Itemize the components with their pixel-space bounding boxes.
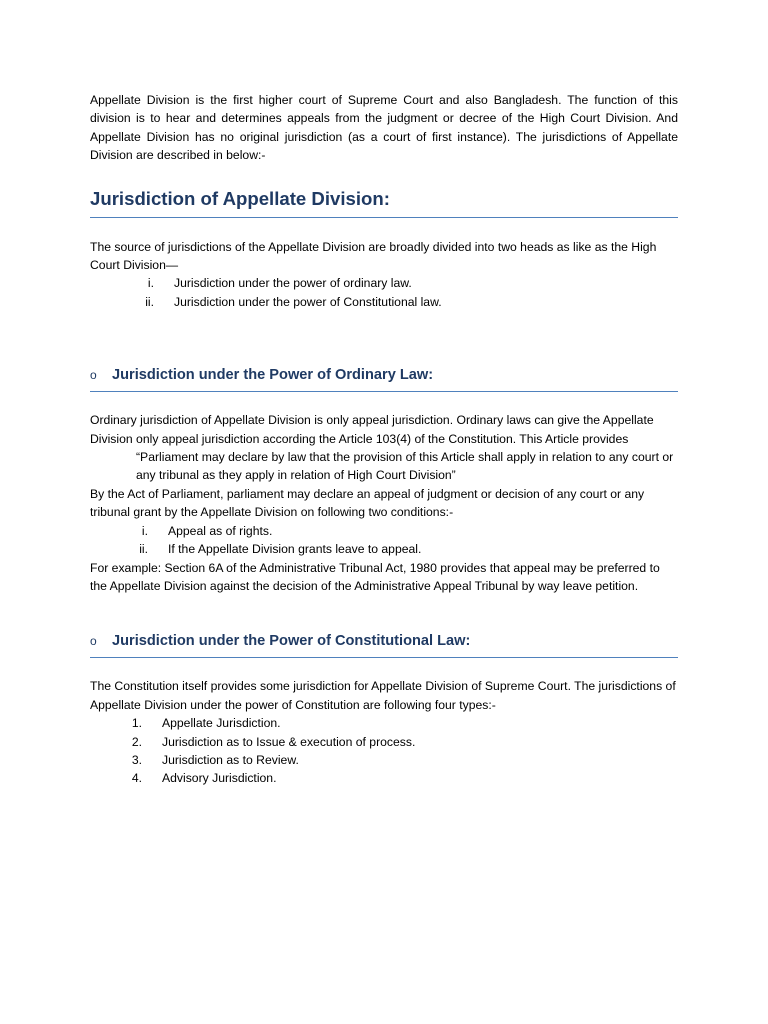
- example-paragraph: For example: Section 6A of the Administrative Tribunal Act, 1980 provides that appeal may be preferred to the Appellate Division against the decision of the Administrative Appeal Tribunal by way leave petition.: [90, 560, 660, 593]
- list-item: ii. If the Appellate Division grants leave to appeal.: [139, 542, 422, 557]
- section-heading-appellate: [90, 187, 678, 218]
- circle-bullet-icon: o: [90, 634, 97, 649]
- jurisdiction-heads-list: [90, 274, 678, 311]
- page-title: Jurisdiction of Appellate Division:: [90, 187, 390, 209]
- intro-paragraph: Appellate Division is the first higher court of Supreme Court and also Bangladesh. The function of this division is to hear and determines appeals from the judgment or decree of the High Court Division. And Appellate Division has no original jurisdiction (as a court of first instance). The jurisdictions of Appellate Division are described in below:-: [90, 93, 678, 163]
- list-item: 4. Advisory Jurisdiction.: [131, 771, 277, 786]
- jurisdiction-source-paragraph: The source of jurisdictions of the Appellate Division are broadly divided into two heads as like as the High Court Division—: [90, 239, 657, 273]
- circle-bullet-icon: o: [90, 368, 97, 383]
- subheading-constitutional-law-title: Jurisdiction under the Power of Constitutional Law:: [112, 633, 471, 650]
- list-item: i. Jurisdiction under the power of ordinary law.: [147, 276, 412, 291]
- ordinary-jurisdiction-paragraph: Ordinary jurisdiction of Appellate Division is only appeal jurisdiction. Ordinary laws can give the Appellate Division only appeal jurisdiction according the Article 103(4) of the Constitution. This Article provides: [90, 413, 654, 446]
- constitutional-jurisdiction-list: [90, 714, 678, 788]
- list-item: i. Appeal as of rights.: [141, 523, 273, 538]
- document-page: [90, 91, 678, 788]
- list-item: 1. Appellate Jurisdiction.: [131, 716, 281, 731]
- appeal-conditions-list: [90, 522, 678, 559]
- constitution-paragraph: The Constitution itself provides some jurisdiction for Appellate Division of Supreme Court. The jurisdictions of Appellate Division under the power of Constitution are following four types:-: [90, 679, 676, 712]
- subheading-ordinary-law-title: Jurisdiction under the Power of Ordinary Law:: [112, 367, 434, 384]
- list-item: 3. Jurisdiction as to Review.: [131, 752, 299, 767]
- subheading-constitutional-law: [90, 631, 678, 658]
- list-item: 2. Jurisdiction as to Issue & execution of process.: [131, 734, 416, 749]
- list-item: ii. Jurisdiction under the power of Constitutional law.: [145, 294, 442, 309]
- article-quote: “Parliament may declare by law that the provision of this Article shall apply in relation to any court or any tribunal as they apply in relation of High Court Division”: [136, 450, 674, 483]
- subheading-ordinary-law: [90, 365, 678, 392]
- act-of-parliament-paragraph: By the Act of Parliament, parliament may declare an appeal of judgment or decision of any court or any tribunal grant by the Appellate Division on following two conditions:-: [90, 486, 645, 520]
